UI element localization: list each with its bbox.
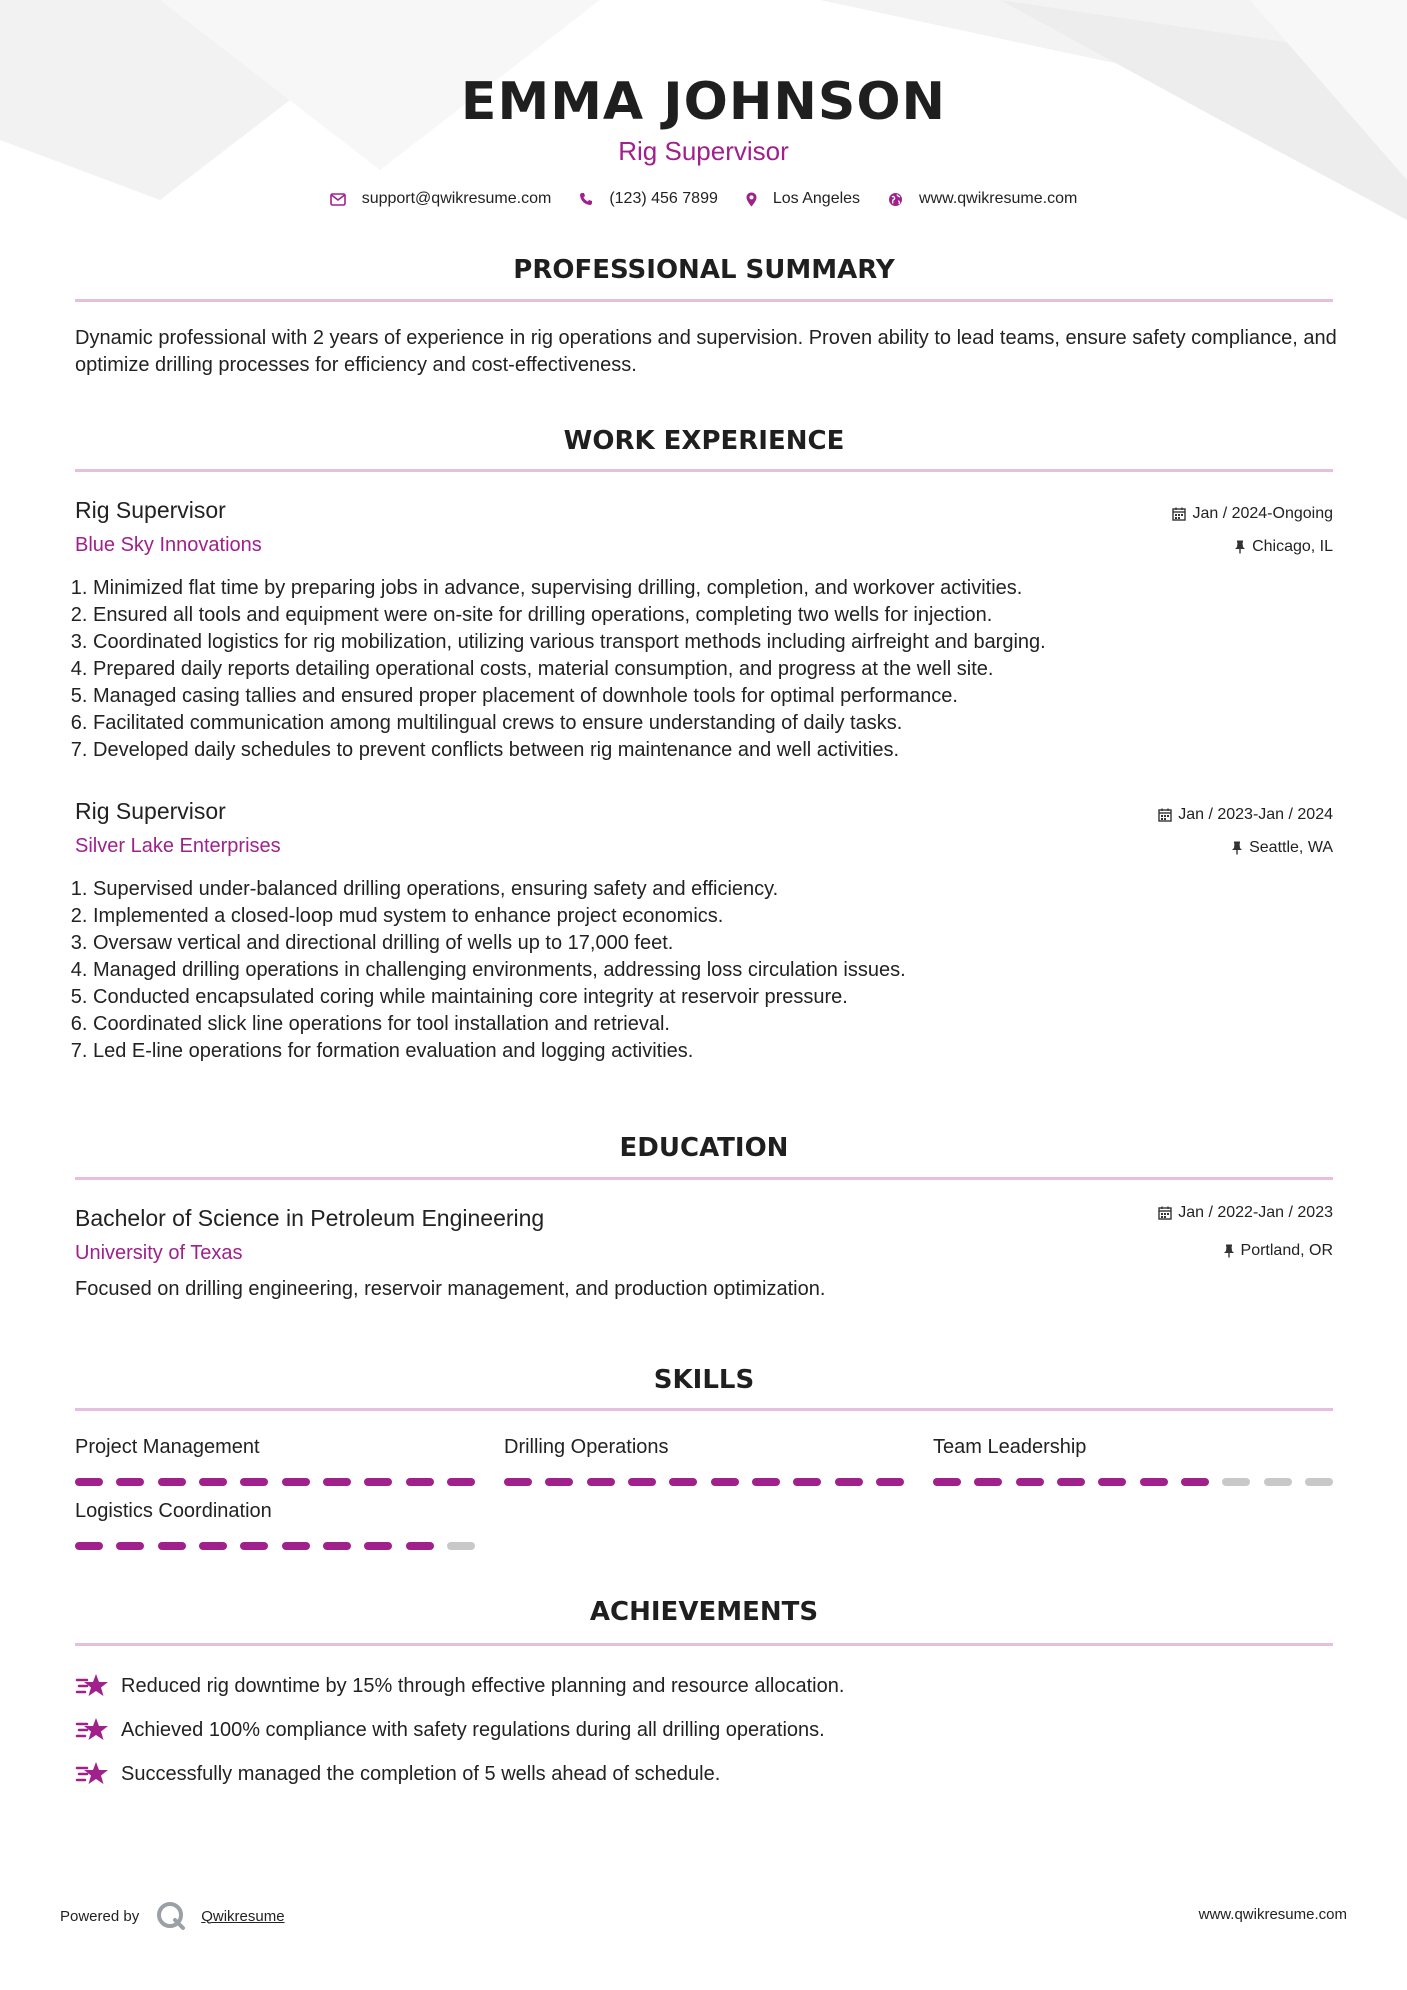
- skill-dash-filled: [587, 1478, 615, 1486]
- skill-dash-filled: [545, 1478, 573, 1486]
- pushpin-icon: [1223, 1244, 1235, 1258]
- job-title: Rig Supervisor: [75, 798, 226, 824]
- map-pin-icon: [746, 192, 757, 207]
- job-company: Silver Lake Enterprises: [75, 835, 281, 857]
- skill-dash-filled: [628, 1478, 656, 1486]
- skill-dash-filled: [158, 1478, 186, 1486]
- achievement-text: Reduced rig downtime by 15% through effective planning and resource allocation.: [121, 1674, 845, 1697]
- calendar-icon: [1172, 507, 1186, 521]
- achievement-item: [75, 1716, 825, 1744]
- section-title-experience: WORK EXPERIENCE: [563, 426, 845, 456]
- job-dates: [1158, 806, 1333, 824]
- skill-dash-filled: [835, 1478, 863, 1486]
- education-location-text: Portland, OR: [1240, 1242, 1333, 1259]
- shooting-star-icon: [75, 1716, 109, 1744]
- skill-dash-filled: [711, 1478, 739, 1486]
- job-bullet: 3. Coordinated logistics for rig mobilization, utilizing various transport methods including airfreight and barging.: [93, 629, 1046, 656]
- skill-dash-empty: [447, 1542, 475, 1550]
- job-location: [1231, 839, 1333, 857]
- section-divider: [75, 1643, 1333, 1646]
- skill-rating-bar: [933, 1478, 1333, 1486]
- job-bullet: 6. Coordinated slick line operations for tool installation and retrieval.: [93, 1011, 906, 1038]
- skill-dash-empty: [1222, 1478, 1250, 1486]
- calendar-icon: [1158, 1206, 1172, 1220]
- job-bullet: 7. Led E-line operations for formation evaluation and logging activities.: [93, 1038, 906, 1065]
- skill-dash-filled: [933, 1478, 961, 1486]
- skill-dash-filled: [406, 1542, 434, 1550]
- contact-phone-text: (123) 456 7899: [609, 190, 718, 207]
- contact-row: [0, 190, 1407, 208]
- achievement-text: Successfully managed the completion of 5 wells ahead of schedule.: [121, 1762, 721, 1785]
- job-location: [1234, 538, 1333, 556]
- job-bullet: 4. Prepared daily reports detailing operational costs, material consumption, and progress at the well site.: [93, 656, 1046, 683]
- skill-dash-filled: [158, 1542, 186, 1550]
- job-title: Rig Supervisor: [75, 497, 226, 523]
- job-dates: [1172, 505, 1333, 523]
- contact-location-text: Los Angeles: [772, 190, 861, 207]
- job-bullet: 5. Conducted encapsulated coring while maintaining core integrity at reservoir pressure.: [93, 984, 906, 1011]
- skill-dash-filled: [1140, 1478, 1168, 1486]
- qwikresume-logo-icon: [155, 1900, 187, 1932]
- pushpin-icon: [1231, 841, 1243, 855]
- skill-dash-filled: [323, 1542, 351, 1550]
- education-location: [1223, 1242, 1333, 1260]
- powered-by-label: Powered by: [60, 1907, 140, 1925]
- job-bullets: [69, 575, 1046, 764]
- job-bullet: 1. Supervised under-balanced drilling operations, ensuring safety and efficiency.: [93, 876, 906, 903]
- job-dates-text: Jan / 2023-Jan / 2024: [1178, 806, 1333, 823]
- skill-rating-bar: [504, 1478, 904, 1486]
- skill-dash-filled: [669, 1478, 697, 1486]
- achievement-text: Achieved 100% compliance with safety regulations during all drilling operations.: [121, 1718, 825, 1741]
- section-title-skills: SKILLS: [653, 1365, 755, 1395]
- skill-dash-filled: [116, 1478, 144, 1486]
- brand-link[interactable]: Qwikresume: [201, 1907, 285, 1925]
- skill-dash-filled: [752, 1478, 780, 1486]
- education-degree: Bachelor of Science in Petroleum Engineering: [75, 1205, 545, 1231]
- section-divider: [75, 299, 1333, 302]
- skill-dash-filled: [406, 1478, 434, 1486]
- job-bullet: 5. Managed casing tallies and ensured proper placement of downhole tools for optimal performance.: [93, 683, 1046, 710]
- job-bullet: 1. Minimized flat time by preparing jobs in advance, supervising drilling, completion, and workover activities.: [93, 575, 1046, 602]
- candidate-name: EMMA JOHNSON: [460, 72, 947, 132]
- skill-dash-filled: [793, 1478, 821, 1486]
- skill-dash-filled: [199, 1478, 227, 1486]
- skill-dash-filled: [282, 1478, 310, 1486]
- contact-website[interactable]: [888, 190, 1077, 208]
- skill-name: Logistics Coordination: [75, 1500, 272, 1522]
- skill-dash-filled: [240, 1542, 268, 1550]
- footer-website[interactable]: www.qwikresume.com: [1198, 1906, 1347, 1923]
- skill-dash-empty: [1305, 1478, 1333, 1486]
- skill-item: [75, 1500, 475, 1550]
- skill-dash-filled: [282, 1542, 310, 1550]
- job-bullets: [69, 876, 906, 1065]
- skill-dash-filled: [1098, 1478, 1126, 1486]
- summary-text: Dynamic professional with 2 years of experience in rig operations and supervision. Proven ability to lead teams, ensure safety compliance, and optimize drilling processes for efficiency and cost-effectiveness.: [75, 327, 1337, 376]
- skill-dash-filled: [75, 1542, 103, 1550]
- skill-dash-filled: [199, 1542, 227, 1550]
- section-divider: [75, 1408, 1333, 1411]
- skill-item: [75, 1436, 475, 1486]
- skill-dash-filled: [1181, 1478, 1209, 1486]
- contact-website-text: www.qwikresume.com: [919, 190, 1078, 207]
- section-title-achievements: ACHIEVEMENTS: [589, 1597, 819, 1627]
- section-divider: [75, 469, 1333, 472]
- skill-name: Project Management: [75, 1436, 260, 1458]
- education-dates: [1158, 1204, 1333, 1222]
- job-dates-text: Jan / 2024-Ongoing: [1192, 505, 1333, 522]
- pushpin-icon: [1234, 540, 1246, 554]
- contact-location: [746, 190, 860, 208]
- achievement-item: [75, 1672, 844, 1700]
- phone-icon: [579, 192, 593, 206]
- contact-phone[interactable]: [579, 190, 718, 208]
- skill-dash-filled: [240, 1478, 268, 1486]
- contact-email-text: support@qwikresume.com: [361, 190, 552, 207]
- job-bullet: 2. Implemented a closed-loop mud system to enhance project economics.: [93, 903, 906, 930]
- contact-email[interactable]: [330, 190, 552, 208]
- skill-rating-bar: [75, 1478, 475, 1486]
- calendar-icon: [1158, 808, 1172, 822]
- skill-rating-bar: [75, 1542, 475, 1550]
- job-bullet: 4. Managed drilling operations in challenging environments, addressing loss circulation issues.: [93, 957, 906, 984]
- skill-dash-filled: [876, 1478, 904, 1486]
- section-title-education: EDUCATION: [619, 1133, 789, 1163]
- job-bullet: 2. Ensured all tools and equipment were on-site for drilling operations, completing two wells for injection.: [93, 602, 1046, 629]
- envelope-icon: [330, 193, 346, 206]
- skill-dash-filled: [116, 1542, 144, 1550]
- education-school: University of Texas: [75, 1242, 243, 1264]
- shooting-star-icon: [75, 1672, 109, 1700]
- skill-dash-filled: [974, 1478, 1002, 1486]
- skill-name: Team Leadership: [933, 1436, 1087, 1458]
- job-company: Blue Sky Innovations: [75, 534, 262, 556]
- skill-dash-empty: [1264, 1478, 1292, 1486]
- skill-dash-filled: [75, 1478, 103, 1486]
- skill-dash-filled: [1016, 1478, 1044, 1486]
- footer-powered-by: [60, 1900, 285, 1932]
- candidate-role: Rig Supervisor: [618, 136, 789, 166]
- globe-icon: [888, 192, 903, 207]
- job-bullet: 3. Oversaw vertical and directional drilling of wells up to 17,000 feet.: [93, 930, 906, 957]
- education-description: Focused on drilling engineering, reservoir management, and production optimization.: [75, 1278, 826, 1300]
- skill-item: [504, 1436, 904, 1486]
- job-bullet: 7. Developed daily schedules to prevent conflicts between rig maintenance and well activities.: [93, 737, 1046, 764]
- skill-name: Drilling Operations: [504, 1436, 669, 1458]
- shooting-star-icon: [75, 1760, 109, 1788]
- skill-dash-filled: [504, 1478, 532, 1486]
- job-location-text: Chicago, IL: [1252, 538, 1333, 555]
- skill-dash-filled: [323, 1478, 351, 1486]
- education-dates-text: Jan / 2022-Jan / 2023: [1178, 1204, 1333, 1221]
- job-location-text: Seattle, WA: [1249, 839, 1333, 856]
- section-divider: [75, 1177, 1333, 1180]
- section-title-summary: PROFESSIONAL SUMMARY: [513, 255, 895, 285]
- job-bullet: 6. Facilitated communication among multilingual crews to ensure understanding of daily tasks.: [93, 710, 1046, 737]
- skill-dash-filled: [447, 1478, 475, 1486]
- achievement-item: [75, 1760, 720, 1788]
- skill-dash-filled: [364, 1542, 392, 1550]
- skill-dash-filled: [364, 1478, 392, 1486]
- skill-dash-filled: [1057, 1478, 1085, 1486]
- skill-item: [933, 1436, 1333, 1486]
